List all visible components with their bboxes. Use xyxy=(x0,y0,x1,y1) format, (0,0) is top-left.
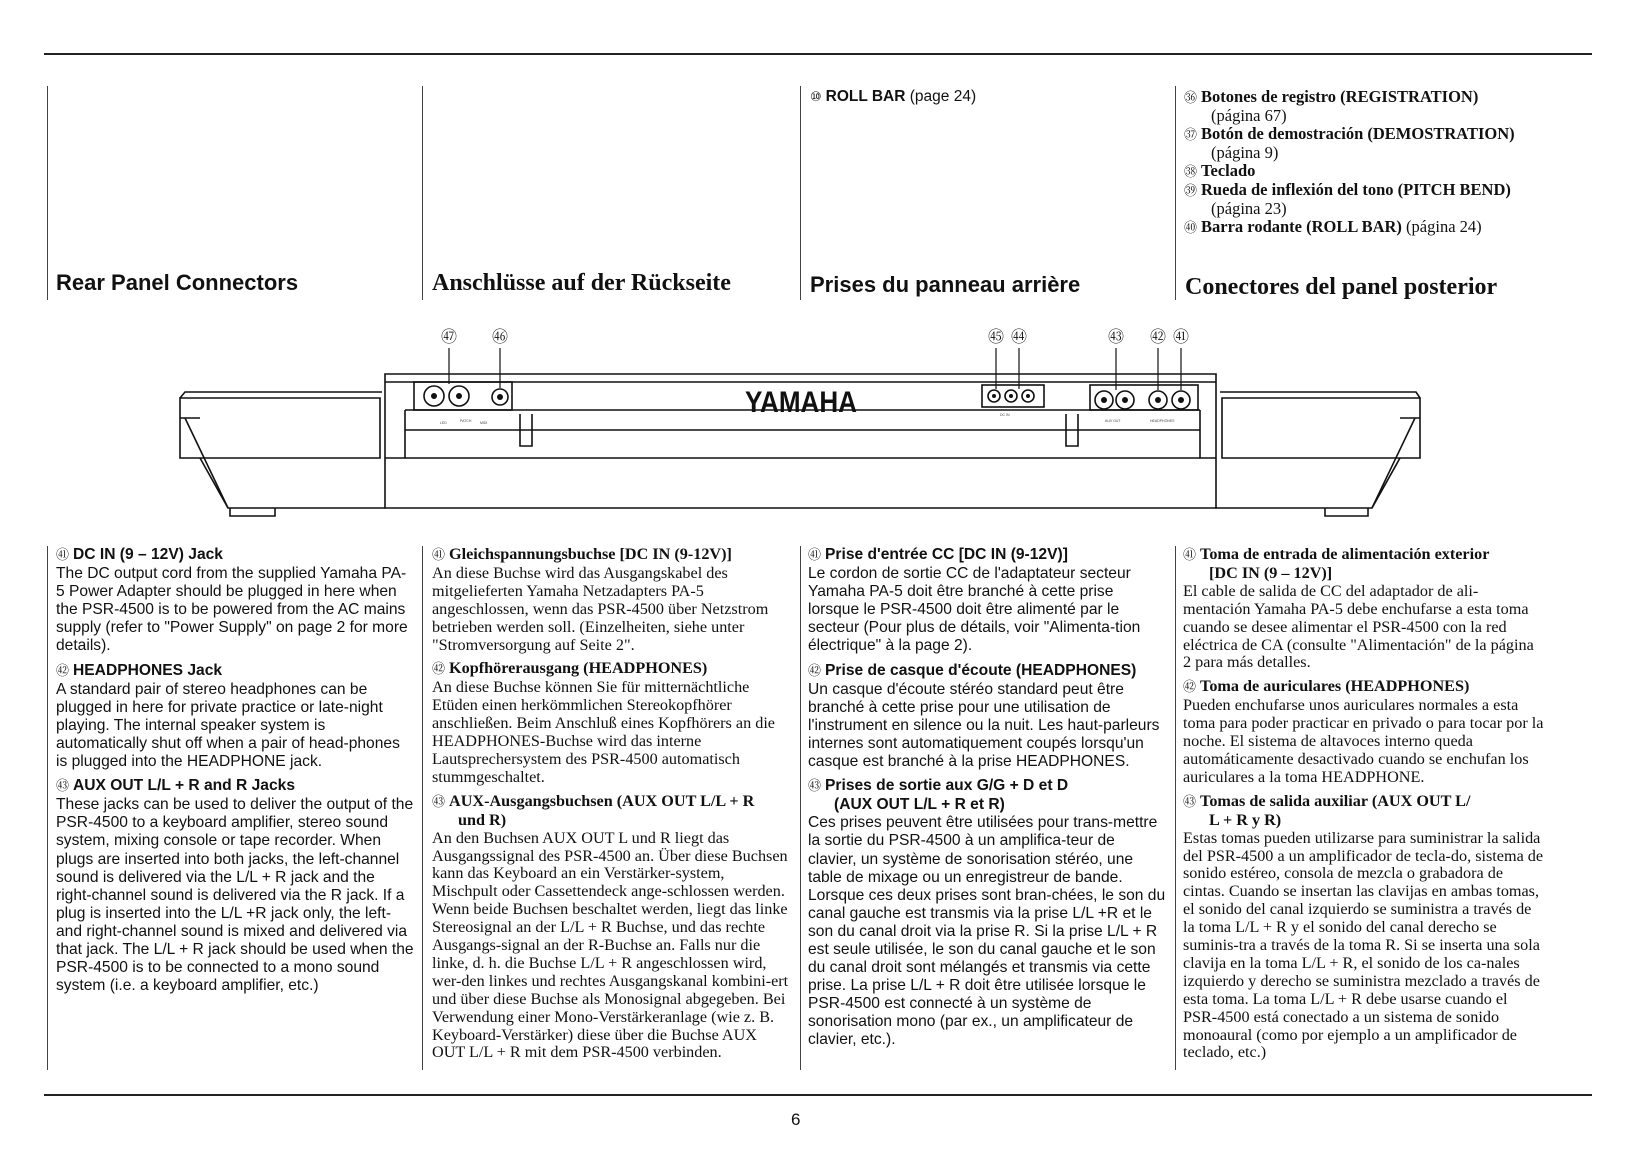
section-body: El cable de salida de CC del adaptador de ali-mentación Yamaha PA-5 debe enchufarse a esta toma cuando se desee alimentar el PSR-4500 con la red eléctrica de CA (consulte "Alimentación" de la página 2 para más detalles. xyxy=(1183,581,1534,672)
col-separator xyxy=(47,546,48,1070)
section-headphones xyxy=(808,662,1166,772)
callout-number: ㊱ xyxy=(1184,91,1198,106)
callout-42: ㊷ xyxy=(1149,329,1167,346)
list-item xyxy=(1184,218,1515,237)
callout-number: ㊶ xyxy=(808,548,822,563)
column-english xyxy=(56,546,414,1001)
callout-number: ㊷ xyxy=(56,663,70,679)
top-rule xyxy=(44,53,1592,55)
section-title-cont: [DC IN (9 – 12V)] xyxy=(1209,563,1333,582)
section-dc-in xyxy=(1183,546,1545,672)
section-dc-in xyxy=(432,546,790,654)
callout-41: ㊶ xyxy=(1172,329,1190,346)
item-label: Botones de registro (REGISTRATION) xyxy=(1201,87,1479,106)
list-item xyxy=(1184,125,1515,144)
section-body: These jacks can be used to deliver the output of the PSR-4500 to a keyboard amplifier, stereo sound system, mixing console or tape recorder. When plugs are inserted into both jacks, the left-channel sound is delivered via the L/L + R jack and the right-channel sound is delivered via the R jack. If a plug is inserted into the L/L +R jack only, the left- and right-channel sound is mixed and delivered via that jack. The L/L + R jack should be used when the PSR-4500 is to be connected to a mono sound system (i.e. a keyboard amplifier, etc.) xyxy=(56,796,414,995)
column-german xyxy=(432,546,790,1068)
heading-fr: Prises du panneau arrière xyxy=(810,272,1081,297)
callout-number: ㊸ xyxy=(808,779,822,795)
section-title-cont: (AUX OUT L/L + R et R) xyxy=(834,796,1005,814)
section-title: AUX OUT L/L + R and R Jacks xyxy=(73,777,295,795)
col-separator xyxy=(422,546,423,1070)
section-title: Kopfhörerausgang (HEADPHONES) xyxy=(449,659,708,678)
item-label: Rueda de inflexión del tono (PITCH BEND) xyxy=(1201,180,1511,200)
section-title: Gleichspannungsbuchse [DC IN (9-12V)] xyxy=(449,545,732,563)
callout-number: ㊶ xyxy=(56,548,70,563)
col-separator xyxy=(800,546,801,1070)
item-label: Barra rodante (ROLL BAR) xyxy=(1201,216,1402,236)
item-ref: (página 24) xyxy=(1406,216,1482,236)
section-body: The DC output cord from the supplied Yamaha PA-5 Power Adapter should be plugged in here when the PSR-4500 is to be powered from the AC mains supply (refer to "Power Supply" on page 2 for more details). xyxy=(56,565,408,655)
list-item xyxy=(1184,162,1515,181)
panel-label: DC IN xyxy=(1000,413,1010,417)
note-label: ROLL BAR xyxy=(825,88,906,105)
section-body: Ces prises peuvent être utilisées pour trans-mettre la sortie du PSR-4500 à un amplifica-teur de clavier, un système de sonorisation stéréo, une table de mixage ou un enregistreur de bande. Lorsque ces deux prises sont bran-chées, le son du canal gauche est transmis via la prise L/L +R et le son du canal droit via la prise R. Si la prise L/L + R est seule utilisée, le son du canal gauche et le son du canal droit sont mélangés et transmis via cette prise. La prise L/L + R doit être utilisée lorsque le PSR-4500 est connecté à un système de sonorisation mono (par ex., un amplificateur de clavier, etc.). xyxy=(808,814,1166,1049)
callout-45: ㊺ xyxy=(987,329,1005,346)
section-body: Pueden enchufarse unos auriculares normales a esta toma para poder practicar en privado o para tocar por la noche. El sistema de altavoces interno queda automáticamente desactivado cuando se enchufan los auriculares a la toma HEADPHONE. xyxy=(1183,696,1544,786)
section-body: Un casque d'écoute stéréo standard peut être branché à cette prise pour une utilisation de l'instrument en silence ou la nuit. Les haut-parleurs internes sont automatiquement coupés lorsqu'un casque est branché à la prise HEADPHONES. xyxy=(808,680,1160,771)
panel-label: LED xyxy=(440,421,447,425)
rear-panel-figure xyxy=(0,318,1635,533)
column-spanish xyxy=(1183,546,1545,1068)
callout-number: ㊵ xyxy=(1184,220,1198,236)
panel-label: PATCH xyxy=(460,419,472,423)
heading-es: Conectores del panel posterior xyxy=(1185,274,1498,300)
section-body: An diese Buchse können Sie für mitternächtliche Etüden einen herkömmlichen Stereokopfhörer anschließen. Beim Anschluß eines Kopfhörers an die HEADPHONES-Buchse wird das interne Lautsprechersystem des PSR-4500 automatisch stummgeschaltet. xyxy=(432,678,775,786)
section-title: DC IN (9 – 12V) Jack xyxy=(73,546,223,563)
fr-roll-bar-note xyxy=(810,88,976,107)
section-headphones xyxy=(1183,678,1545,786)
callout-number: ㊸ xyxy=(1183,794,1197,810)
callout-number: ㊸ xyxy=(56,779,70,795)
item-ref: (página 67) xyxy=(1211,106,1287,126)
column-french xyxy=(808,546,1166,1056)
section-body: An den Buchsen AUX OUT L und R liegt das Ausgangssignal des PSR-4500 an. Über diese Buchsen kann das Keyboard an ein Verstärker-system, Mischpult oder Cassettendeck ange-schlossen werden. Wenn beide Buchsen beschaltet werden, liegt das linke Stereosignal an der L/L + R Buchse, und das rechte Ausgangs-signal an der R-Buchse an. Falls nur die linke, d. h. die Buchse L/L + R angeschlossen wird, wer-den linkes und rechtes Ausgangskanal kombini-ert und über diese Buchse als Monosignal abgegeben. Bei Verwendung einer Mono-Verstärkeranlage (wie z. B. Keyboard-Verstärker) diese über die Buchse AUX OUT L/L + R mit dem PSR-4500 verbinden. xyxy=(432,828,789,1062)
section-headphones xyxy=(56,662,414,772)
callout-number: ㊴ xyxy=(1184,184,1198,200)
col-separator xyxy=(800,86,801,300)
col-separator xyxy=(47,86,48,300)
callout-number: ㊷ xyxy=(808,663,822,679)
item-ref: (página 9) xyxy=(1211,143,1279,163)
callout-47: ㊼ xyxy=(440,329,458,346)
callout-number: ㊸ xyxy=(432,794,446,810)
list-item xyxy=(1184,88,1515,107)
callout-43: ㊸ xyxy=(1107,329,1125,346)
section-title: Toma de entrada de alimentación exterior xyxy=(1200,545,1490,563)
section-title: Tomas de salida auxiliar (AUX OUT L/ xyxy=(1200,791,1471,810)
item-label: Teclado xyxy=(1201,160,1256,180)
section-title-cont: und R) xyxy=(458,810,507,829)
section-dc-in xyxy=(56,546,414,656)
section-aux-out xyxy=(432,793,790,1063)
section-body: A standard pair of stereo headphones can be plugged in here for private practice or late-night playing. The internal speaker system is automatically shut off when a pair of head-phones is plugged into the HEADPHONE jack. xyxy=(56,680,400,771)
section-body: Le cordon de sortie CC de l'adaptateur secteur Yamaha PA-5 doit être branché à cette prise lorsque le PSR-4500 doit être alimenté par le secteur (Pour plus de détails, voir "Alimenta-tion électrique" à la page 2). xyxy=(808,565,1141,655)
brand-logo: YAMAHA xyxy=(745,386,857,419)
section-dc-in xyxy=(808,546,1166,656)
panel-label: MIDI xyxy=(480,421,488,425)
section-title: Prise d'entrée CC [DC IN (9-12V)] xyxy=(825,546,1068,563)
callout-46: ㊻ xyxy=(491,329,509,346)
list-item xyxy=(1184,181,1515,200)
bottom-rule xyxy=(44,1094,1592,1096)
note-ref: (page 24) xyxy=(909,88,977,105)
section-title: Prises de sortie aux G/G + D et D xyxy=(825,777,1069,795)
col-separator xyxy=(422,86,423,300)
callout-number: ㊲ xyxy=(1184,127,1198,143)
section-title: Toma de auriculares (HEADPHONES) xyxy=(1200,677,1470,696)
section-aux-out xyxy=(808,777,1166,1049)
page-number: 6 xyxy=(791,1110,801,1129)
callout-44: ㊹ xyxy=(1010,329,1028,346)
panel-label: AUX OUT xyxy=(1105,419,1121,423)
panel-label: HEADPHONES xyxy=(1150,419,1175,423)
callout-number: ㊳ xyxy=(1184,164,1198,180)
es-top-list xyxy=(1184,88,1515,237)
callout-number: ㊷ xyxy=(1183,680,1197,696)
callout-number: ㊶ xyxy=(432,548,446,563)
section-title: HEADPHONES Jack xyxy=(73,661,223,679)
section-body: Estas tomas pueden utilizarse para suministrar la salida del PSR-4500 a un amplificador de tecla-do, sistema de sonido estéreo, consola de mezcla o grabadora de cintas. Cuando se insertan las clavijas en ambas tomas, el sonido del canal izquierdo se suministra a través de la toma L/L + R y el sonido del canal derecho se suminis-tra a través de la toma R. Si se inserta una sola clavija en la toma L/L + R, el sonido de los ca-nales izquierdo y derecho se suministra mezclado a través de esta toma. La toma L/L + R debe usarse cuando el PSR-4500 está conectado a un sistema de sonido monoaural (como por ejemplo a un amplificador de teclado, etc.) xyxy=(1183,828,1544,1062)
section-headphones xyxy=(432,660,790,786)
callout-number: ㊷ xyxy=(432,662,446,678)
item-label: Botón de demostración (DEMOSTRATION) xyxy=(1201,123,1515,143)
heading-en: Rear Panel Connectors xyxy=(56,270,299,295)
heading-de: Anschlüsse auf der Rückseite xyxy=(432,270,731,296)
section-aux-out xyxy=(1183,793,1545,1063)
col-separator xyxy=(1175,86,1176,300)
section-title: AUX-Ausgangsbuchsen (AUX OUT L/L + R xyxy=(449,791,755,810)
callout-number: ㊶ xyxy=(1183,548,1197,563)
item-ref: (página 23) xyxy=(1211,199,1287,219)
section-title: Prise de casque d'écoute (HEADPHONES) xyxy=(825,661,1137,679)
section-title-cont: L + R y R) xyxy=(1209,810,1282,829)
section-body: An diese Buchse wird das Ausgangskabel des mitgelieferten Yamaha Netzadapters PA-5 angeschlossen, wenn das PSR-4500 über Netzstrom betrieben werden soll. (Einzelheiten, siehe unter "Stromversorgung auf Seite 2". xyxy=(432,563,769,654)
col-separator xyxy=(1175,546,1176,1070)
section-aux-out xyxy=(56,777,414,995)
callout-number: ⑩ xyxy=(810,90,822,105)
